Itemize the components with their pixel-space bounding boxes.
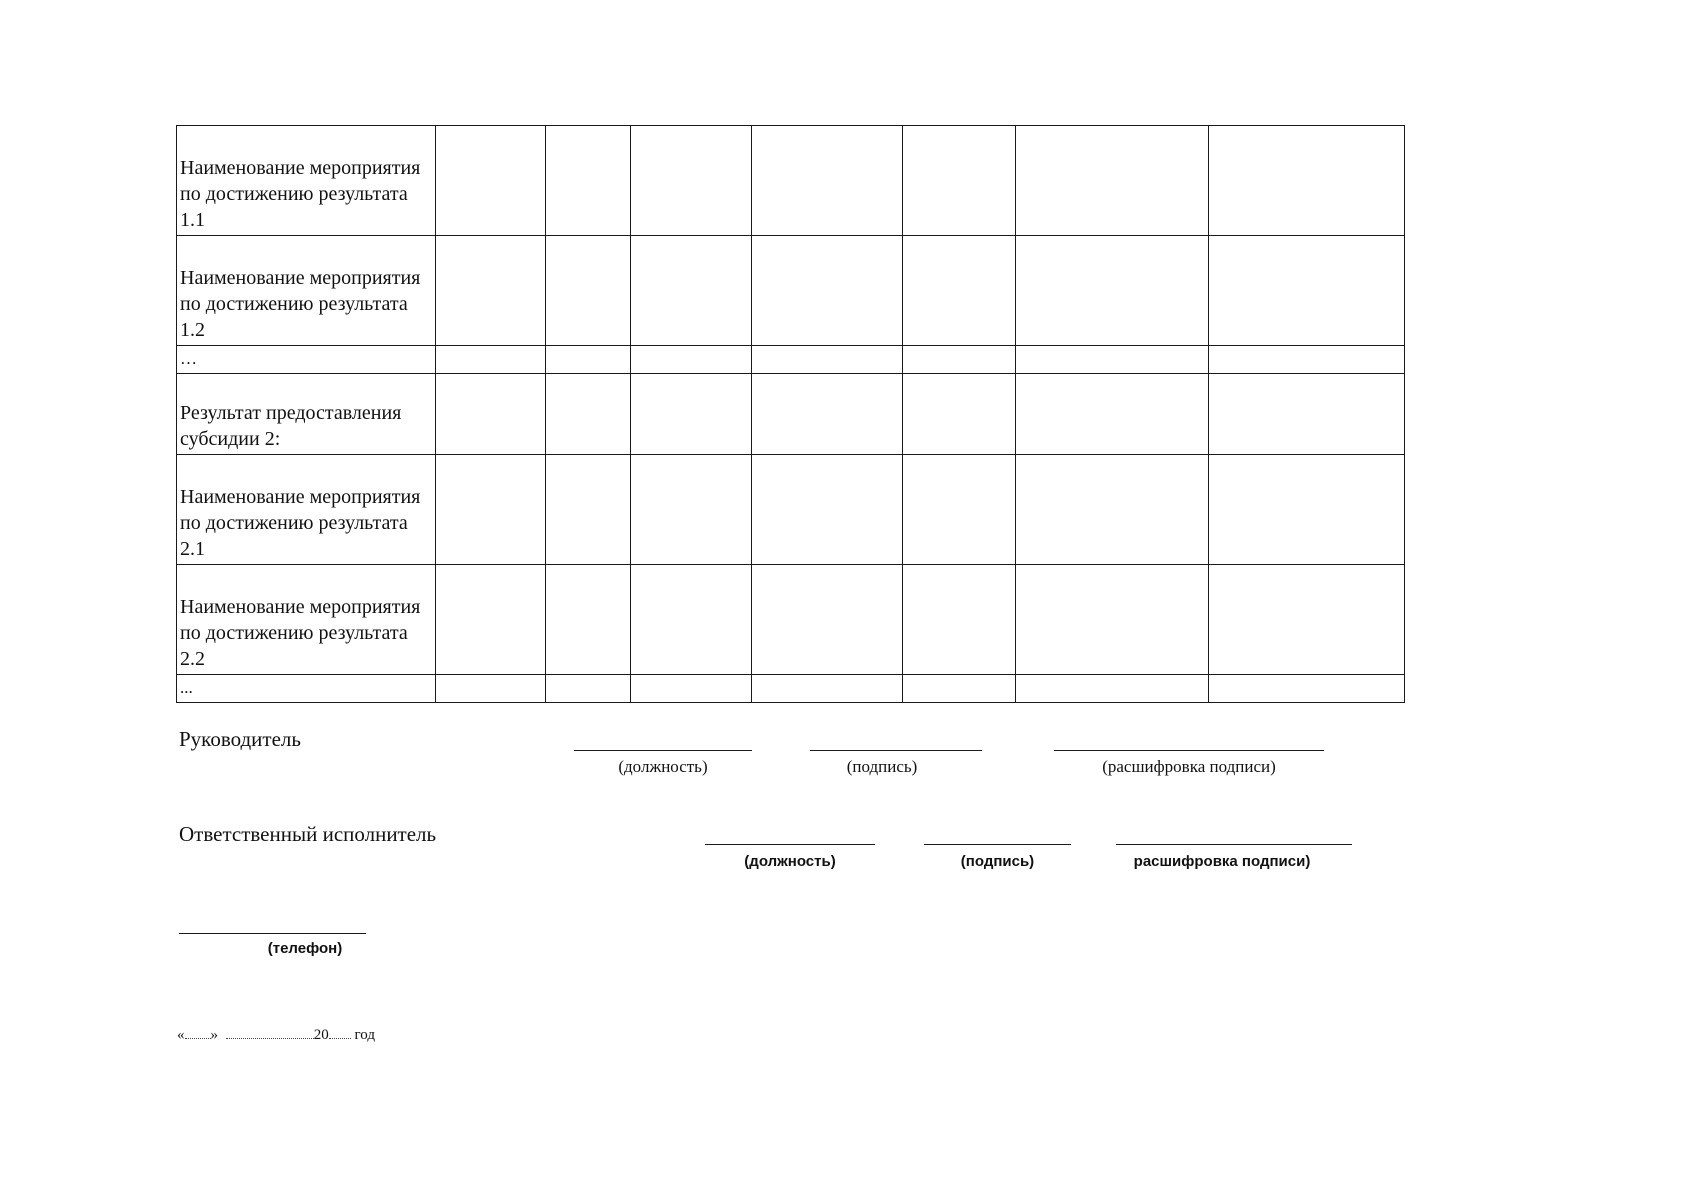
table-cell: [903, 565, 1016, 675]
table-cell: [1209, 346, 1405, 374]
day-blank: [185, 1038, 211, 1039]
table-cell: [1016, 126, 1209, 236]
year-blank: [329, 1038, 351, 1039]
table-row: [177, 455, 1405, 565]
executor-decoding-line: [1116, 844, 1352, 845]
table-cell: [752, 236, 903, 346]
row-label: …: [177, 346, 436, 374]
head-decoding-line: [1054, 750, 1324, 751]
table-cell: [752, 675, 903, 703]
table-cell: [903, 455, 1016, 565]
table-cell: [1209, 455, 1405, 565]
phone-line: [179, 933, 366, 934]
table-cell: [436, 455, 546, 565]
row-label: Наименование мероприятия по достижению результата 1.2: [177, 236, 436, 346]
table-cell: [903, 675, 1016, 703]
table-cell: [1209, 236, 1405, 346]
date-open-quote: «: [177, 1027, 185, 1043]
executor-signature-line: [924, 844, 1071, 845]
table-cell: [903, 374, 1016, 455]
head-decoding-caption: (расшифровка подписи): [1102, 757, 1276, 776]
table-cell: [436, 236, 546, 346]
table-cell: [752, 455, 903, 565]
head-position-line: [574, 750, 752, 751]
table-cell: [631, 455, 752, 565]
row-label: Наименование мероприятия по достижению результата 1.1: [177, 126, 436, 236]
table-cell: [1016, 374, 1209, 455]
row-label: Наименование мероприятия по достижению результата 2.2: [177, 565, 436, 675]
table-cell: [546, 675, 631, 703]
table-cell: [631, 565, 752, 675]
table-cell: [436, 374, 546, 455]
table-cell: [631, 675, 752, 703]
table-row: [177, 374, 1405, 455]
table-cell: [752, 346, 903, 374]
table-cell: [546, 565, 631, 675]
table-cell: [1209, 126, 1405, 236]
table-cell: [1016, 236, 1209, 346]
table-cell: [1016, 565, 1209, 675]
row-label: Результат предоставления субсидии 2:: [177, 374, 436, 455]
head-signature-caption: (подпись): [846, 757, 918, 776]
table-cell: [436, 565, 546, 675]
executor-position-line: [705, 844, 875, 845]
row-label: Наименование мероприятия по достижению результата 2.1: [177, 455, 436, 565]
table-cell: [903, 126, 1016, 236]
executor-label: Ответственный исполнитель: [179, 822, 437, 846]
table-cell: [903, 346, 1016, 374]
table-row: [177, 346, 1405, 374]
date-year-word: год: [354, 1027, 375, 1043]
executor-decoding-caption: расшифровка подписи): [1133, 853, 1311, 870]
table-cell: [436, 346, 546, 374]
table-cell: [1209, 374, 1405, 455]
table-cell: [631, 346, 752, 374]
table-cell: [436, 675, 546, 703]
executor-position-caption: (должность): [744, 853, 836, 870]
table-cell: [1016, 346, 1209, 374]
table-cell: [546, 236, 631, 346]
date-century: 20: [313, 1027, 329, 1043]
table-cell: [1016, 675, 1209, 703]
row-label: ...: [177, 675, 436, 703]
table-cell: [1016, 455, 1209, 565]
head-label: Руководитель: [179, 727, 301, 751]
table-cell: [631, 126, 752, 236]
head-signature-line: [810, 750, 982, 751]
table-cell: [752, 565, 903, 675]
table-cell: [752, 374, 903, 455]
table-cell: [903, 236, 1016, 346]
executor-signature-caption: (подпись): [960, 853, 1035, 870]
results-table: [176, 125, 1405, 703]
table-row: [177, 675, 1405, 703]
table-cell: [752, 126, 903, 236]
date-line: [177, 1027, 375, 1044]
phone-caption: (телефон): [267, 940, 343, 957]
table-cell: [546, 126, 631, 236]
table-cell: [546, 455, 631, 565]
table-row: [177, 565, 1405, 675]
table-cell: [436, 126, 546, 236]
table-cell: [546, 374, 631, 455]
table-cell: [631, 374, 752, 455]
table-cell: [631, 236, 752, 346]
table-cell: [1209, 565, 1405, 675]
table-cell: [1209, 675, 1405, 703]
date-close-quote: »: [210, 1027, 218, 1043]
month-blank: [226, 1038, 314, 1039]
table-row: [177, 126, 1405, 236]
table-row: [177, 236, 1405, 346]
head-position-caption: (должность): [618, 757, 708, 776]
table-cell: [546, 346, 631, 374]
